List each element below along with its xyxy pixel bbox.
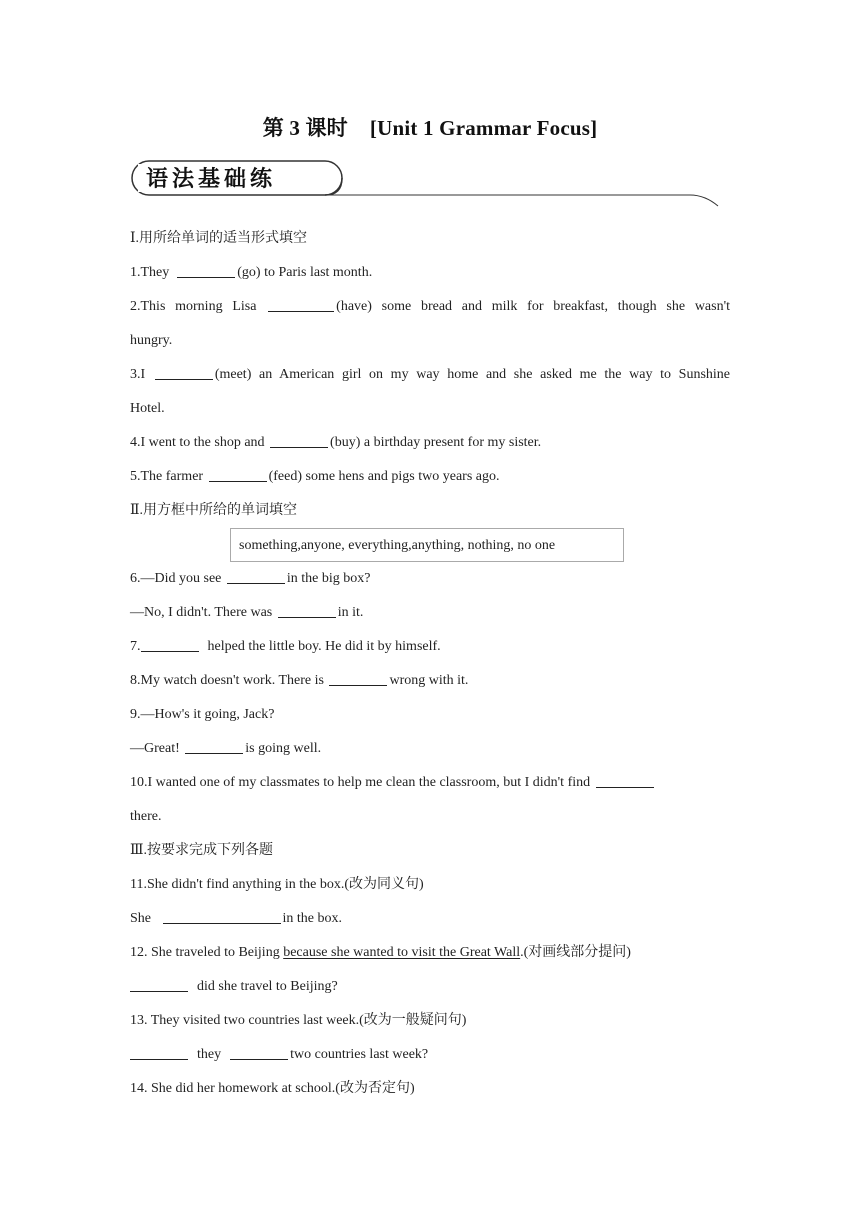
answer-blank[interactable] — [130, 977, 188, 992]
question-12-answer: did she travel to Beijing? — [130, 970, 730, 1004]
question-7: 7. helped the little boy. He did it by himself. — [130, 639, 441, 654]
question-13-answer: they two countries last week? — [130, 1038, 730, 1072]
question-14: 14. She did her homework at school.(改为否定句) — [130, 1081, 415, 1096]
answer-blank[interactable] — [596, 773, 654, 788]
question-6-reply: —No, I didn't. There was in it. — [130, 605, 364, 620]
answer-blank[interactable] — [278, 603, 336, 618]
question-4: 4.I went to the shop and (buy) a birthday present for my sister. — [130, 435, 542, 450]
lesson-number: 第 3 课时 — [262, 116, 348, 140]
answer-blank[interactable] — [130, 1045, 188, 1060]
question-9: 9.—How's it going, Jack? — [130, 707, 275, 722]
answer-blank[interactable] — [230, 1045, 288, 1060]
question-8: 8.My watch doesn't work. There is wrong with it. — [130, 673, 469, 688]
answer-blank[interactable] — [177, 263, 235, 278]
question-10: 10.I wanted one of my classmates to help me clean the classroom, but I didn't find — [130, 766, 730, 800]
answer-blank[interactable] — [209, 467, 267, 482]
answer-blank[interactable] — [185, 739, 243, 754]
worksheet-content — [130, 222, 730, 1106]
unit-title: [Unit 1 Grammar Focus] — [369, 116, 598, 140]
question-3: 3.I (meet) an American girl on my way home and she asked me the way to Sunshine — [130, 367, 731, 382]
answer-blank[interactable] — [163, 909, 281, 924]
question-1: 1.They (go) to Paris last month. — [130, 265, 373, 280]
banner-label: 语法基础练 — [146, 167, 277, 192]
answer-blank[interactable] — [329, 671, 387, 686]
section-1-heading: Ⅰ.用所给单词的适当形式填空 — [130, 231, 308, 246]
question-6: 6.—Did you see in the big box? — [130, 571, 371, 586]
question-12: 12. She traveled to Beijing because she wanted to visit the Great Wall.(对画线部分提问) — [130, 945, 631, 960]
answer-blank[interactable] — [155, 365, 213, 380]
section-3-heading: Ⅲ.按要求完成下列各题 — [130, 843, 274, 858]
question-2-continued: hungry. — [130, 333, 173, 348]
answer-blank[interactable] — [227, 569, 285, 584]
answer-blank[interactable] — [268, 297, 334, 312]
question-10-continued: there. — [130, 809, 162, 824]
question-13: 13. They visited two countries last week.(改为一般疑问句) — [130, 1013, 467, 1028]
question-2: 2.This morning Lisa (have) some bread and milk for breakfast, though she wasn't — [130, 299, 731, 314]
underlined-phrase: because she wanted to visit the Great Wall — [283, 945, 521, 960]
answer-blank[interactable] — [141, 637, 199, 652]
question-9-reply: —Great! is going well. — [130, 741, 322, 756]
question-3-continued: Hotel. — [130, 401, 165, 416]
word-bank-box: something,anyone, everything,anything, nothing, no one — [230, 528, 624, 562]
question-11-answer: She in the box. — [130, 911, 342, 926]
section-2-heading: Ⅱ.用方框中所给的单词填空 — [130, 503, 298, 518]
answer-blank[interactable] — [270, 433, 328, 448]
section-banner — [130, 156, 730, 212]
page-title — [0, 112, 860, 142]
question-5: 5.The farmer (feed) some hens and pigs two years ago. — [130, 469, 500, 484]
question-11: 11.She didn't find anything in the box.(改为同义句) — [130, 877, 424, 892]
